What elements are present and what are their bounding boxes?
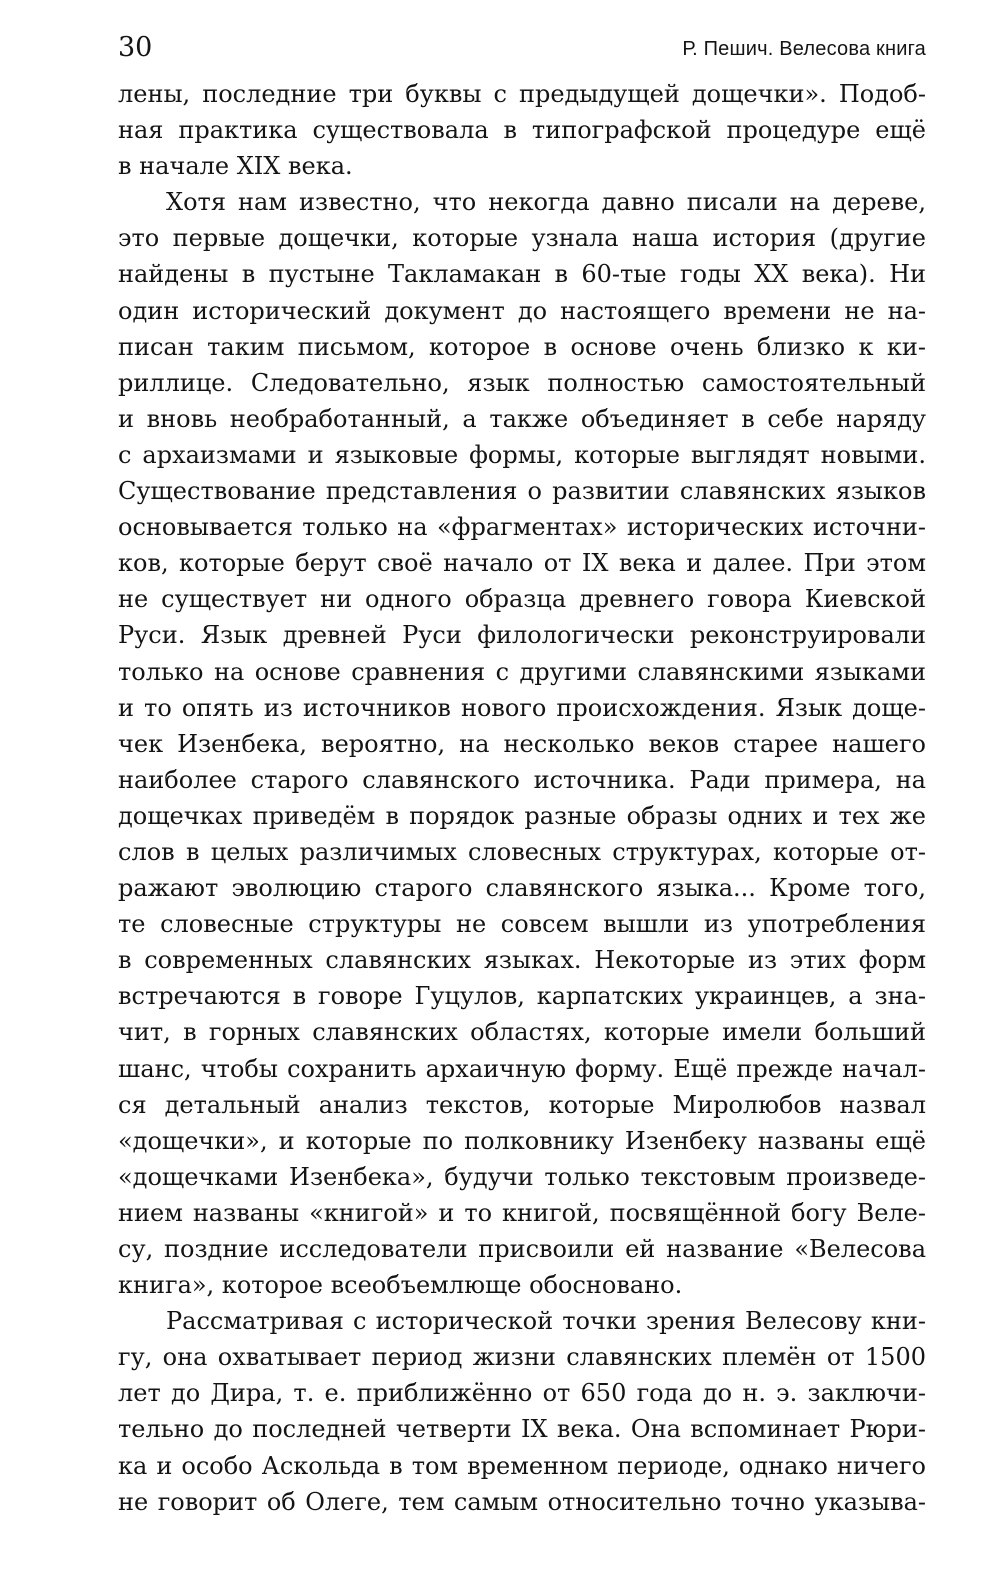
text-line: найдены в пустыне Такламакан в 60-тые годы XX века). Ни [118,260,926,289]
text-line: лет до Дира, т. е. приближённо от 650 года до н. э. заключи- [118,1379,926,1408]
text-line: шанс, чтобы сохранить архаичную форму. Ещё прежде начал- [118,1054,926,1083]
text-line: не говорит об Олеге, тем самым относительно точно указыва- [118,1487,926,1516]
paragraph [118,1303,926,1520]
text-line: Рассматривая с исторической точки зрения Велесову кни- [166,1307,926,1336]
text-line: лены, последние три буквы с предыдущей дощечки». Подоб- [118,80,926,108]
text-line: с архаизмами и языковые формы, которые выглядят новыми. [118,440,926,469]
text-line: «дощечки», и которые по полковнику Изенбеку названы ещё [118,1126,926,1155]
text-line: гу, она охватывает период жизни славянских племён от 1500 [118,1343,926,1372]
text-line: писан таким письмом, которое в основе очень близко к ки- [118,332,926,361]
paragraph [118,76,926,184]
text-line: ражают эволюцию старого славянского языка... Кроме того, [118,874,926,903]
body-text [118,76,926,1520]
text-line: «дощечками Изенбека», будучи только текстовым произведе- [118,1162,926,1191]
text-line: встречаются в говоре Гуцулов, карпатских украинцев, а зна- [118,982,926,1011]
text-line: один исторический документ до настоящего времени не на- [118,296,926,325]
text-line: это первые дощечки, которые узнала наша история (другие [118,224,926,253]
text-line: тельно до последней четверти IX века. Она вспоминает Рюри- [118,1415,926,1444]
running-head [118,30,926,66]
text-line: ная практика существовала в типографской процедуре ещё [118,116,926,145]
paragraph [118,184,926,1303]
text-line: и вновь необработанный, а также объединяет в себе наряду [118,404,926,433]
text-line: Руси. Язык древней Руси филологически реконструировали [118,621,926,650]
text-line: те словесные структуры не совсем вышли из употребления [118,910,926,939]
running-title: Р. Пешич. Велесова книга [682,38,926,60]
page-number: 30 [118,32,153,63]
text-line: риллице. Следовательно, язык полностью самостоятельный [118,368,926,397]
text-line: слов в целых различимых словесных структурах, которые от- [118,837,926,866]
text-line: су, поздние исследователи присвоили ей название «Велесова [118,1235,926,1263]
text-line: дощечках приведём в порядок разные образы одних и тех же [118,801,926,830]
text-line: ков, которые берут своё начало от IX века и далее. При этом [118,549,926,578]
text-line: Существование представления о развитии славянских языков [118,477,926,506]
text-line: Хотя нам известно, что некогда давно писали на дереве, [166,188,926,217]
text-line: основывается только на «фрагментах» исторических источни- [118,513,926,542]
text-line: в современных славянских языках. Некоторые из этих форм [118,946,926,975]
text-line: ка и особо Аскольда в том временном периоде, однако ничего [118,1451,926,1480]
text-line: чек Изенбека, вероятно, на несколько веков старее нашего [118,729,926,758]
text-line: нием названы «книгой» и то книгой, посвящённой богу Веле- [118,1198,926,1227]
text-line: наиболее старого славянского источника. Ради примера, на [118,765,926,794]
text-line: не существует ни одного образца древнего говора Киевской [118,585,926,614]
text-line: только на основе сравнения с другими славянскими языками [118,657,926,686]
text-line: в начале XIX века. [118,152,353,181]
text-line: книга», которое всеобъемлюще обосновано. [118,1271,683,1300]
text-line: ся детальный анализ текстов, которые Миролюбов назвал [118,1090,926,1119]
text-line: чит, в горных славянских областях, которые имели больший [118,1018,926,1047]
text-line: и то опять из источников нового происхождения. Язык доще- [118,693,926,722]
